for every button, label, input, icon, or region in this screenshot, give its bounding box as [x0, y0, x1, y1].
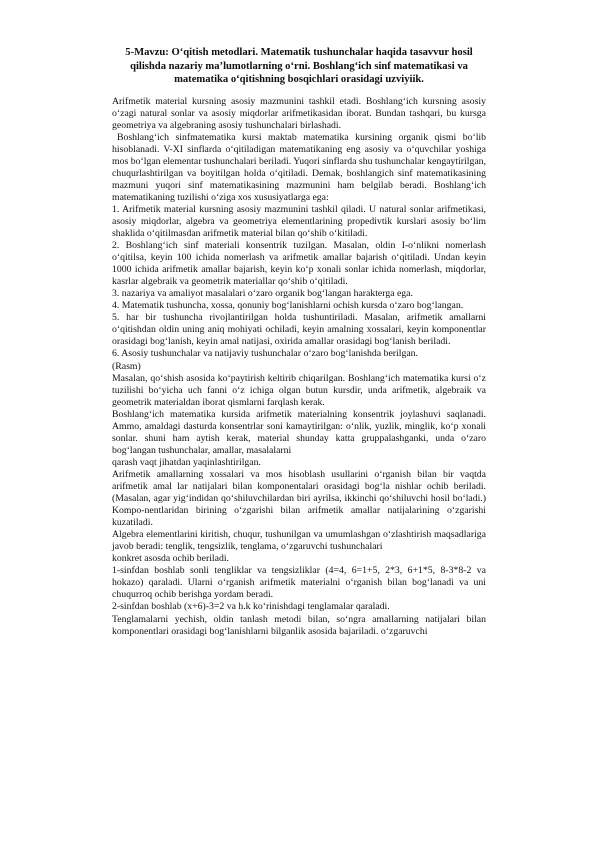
body-paragraph: Masalan, qo‘shish asosida ko‘paytirish keltirib chiqarilgan. Boshlang‘ich matematika kursi o‘z tuzilishi bo‘yicha uch fanni o‘z ichiga olgan butun kursdir, unda arifmetik, algebraik va geometrik materialdan iborat qismlarni farqlash kerak. [112, 372, 486, 408]
body-paragraph: Tenglamalarni yechish, oldin tanlash metodi bilan, so‘ngra amallarning natijalari bilan komponentlari orasidagi bog‘lanishlarni bilganlik asosida bajariladi. o‘zgaruvchi [112, 613, 486, 637]
body-paragraph: konkret asosda ochib beriladi. [112, 553, 229, 565]
list-item: 3. nazariya va amaliyot masalalari o‘zaro organik bog‘langan harakterga ega. [112, 288, 413, 300]
document-body [112, 96, 486, 638]
list-item: 6. Asosiy tushunchalar va natijaviy tushunchalar o‘zaro bog‘lanishda berilgan. [112, 348, 418, 360]
body-paragraph: Arifmetik amallarning xossalari va mos hisoblash usullarini o‘rganish bilan bir vaqtda arifmetik amal lar natijalari bilan komponentalari orasidagi bog‘la nishlar ochib beriladi. (Masalan, agar yig‘indidan qo‘shiluvchilardan biri ayrilsa, ikkinchi qo‘shiluvchi hosil bo‘ladi.) Kompo-nentlaridan birining o‘zgarishi bilan arifmetik amallar natijalarining o‘zgarishi kuzatiladi. [112, 468, 486, 529]
body-paragraph: Boshlang‘ich matematika kursida arifmetik materialning konsentrik joylashuvi saqlanadi. Ammo, amaldagi dasturda konsentrlar soni kamaytirilgan: o‘nlik, yuzlik, minglik, ko‘p xonali sonlar. shuni ham aytish kerak, material shunday katta gruppalashganki, unda o‘zaro bog‘langan tushunchalar, amallar, masalalarni [112, 408, 486, 456]
body-paragraph: qarash vaqt jihatdan yaqinlashtirilgan. [112, 456, 261, 468]
document-page [112, 46, 486, 638]
list-item: 2. Boshlang‘ich sinf materiali konsentrik tuzilgan. Masalan, oldin I-o‘nlikni nomerlash o‘qitilsa, keyin 100 ichida nomerlash va arifmetik amallar bajarish o‘qitiladi. Undan keyin 1000 ichida arifmetik amallar bajarish, keyin ko‘p xonali sonlar ichida nomerlash, miqdorlar, kasrlar algebraik va geometrik materiallar qo‘shib o‘qitiladi. [112, 240, 486, 288]
list-item: 5. har bir tushuncha rivojlantirilgan holda tushuntiriladi. Masalan, arifmetik amallarni o‘qitishdan oldin uning aniq mohiyati ochiladi, keyin amalning xossalari, keyin komponentlar orasidagi bog‘lanish, keyin amal natijasi, oxirida amallar orasidagi bog‘lanish beriladi. [112, 312, 486, 348]
list-item: 1. Arifmetik material kursning asosiy mazmunini tashkil qiladi. U natural sonlar arifmetikasi, asosiy miqdorlar, algebra va geometriya elementlarining propedivtik kurslari asosiy bo‘lim shaklida o‘qitilmasdan arifmetik material bilan qo‘shib o‘kitiladi. [112, 203, 486, 240]
body-paragraph: Arifmetik material kursning asosiy mazmunini tashkil etadi. Boshlang‘ich kursning asosiy o‘zagi natural sonlar va asosiy miqdorlar arifmetikasidan iborat. Bundan tashqari, bu kursga geometriya va algebraning asosiy tushunchalari birlashadi. [112, 95, 486, 131]
body-paragraph: 1-sinfdan boshlab sonli tengliklar va tengsizliklar (4=4, 6=1+5, 2*3, 6+1*5, 8-3*8-2 va hokazo) qaraladi. Ularni o‘rganish arifmetik materialni o‘rganish bilan bog‘lanadi va uni chuqurroq ochib berishga yordam beradi. [112, 565, 486, 601]
body-paragraph: Algebra elementlarini kiritish, chuqur, tushunilgan va umumlashgan o‘zlashtirish maqsadlariga javob beradi: tenglik, tengsizlik, tenglama, o‘zgaruvchi tushunchalari [112, 529, 486, 553]
body-paragraph: Boshlang‘ich sinfmatematika kursi maktab matematika kursining organik qismi bo‘lib hisoblanadi. V-XI sinflarda o‘qitiladigan matematikaning eng asosiy va o‘quvchilar yoshiga mos bo‘lgan elementar tushunchalari beriladi. Yuqori sinflarda shu tushunchalar kengaytirilgan, chuqurlashtirilgan va boyitilgan holda o‘qitiladi. Demak, boshlangich sinf matematikasining mazmuni yuqori sinf matematikasining mazmunini ham belgilab beradi. Boshlang‘ich matematikaning tuzilishi o‘ziga xos xususiyatlarga ega: [112, 131, 486, 203]
list-item: 4. Matematik tushuncha, xossa, qonuniy bog‘lanishlarni ochish kursda o‘zaro bog‘langan. [112, 300, 464, 312]
figure-placeholder: (Rasm) [112, 360, 141, 372]
document-title: 5-Mavzu: O‘qitish metodlari. Matematik tushunchalar haqida tasavvur hosil qilishda nazariy ma’lumotlarning o‘rni. Boshlang‘ich sinf matematikasi va matematika o‘qitishning bosqichlari orasidagi uzviyiik. [125, 47, 473, 85]
body-paragraph: 2-sinfdan boshlab (x+6)-3=2 va h.k ko‘rinishdagi tenglamalar qaraladi. [112, 601, 390, 613]
